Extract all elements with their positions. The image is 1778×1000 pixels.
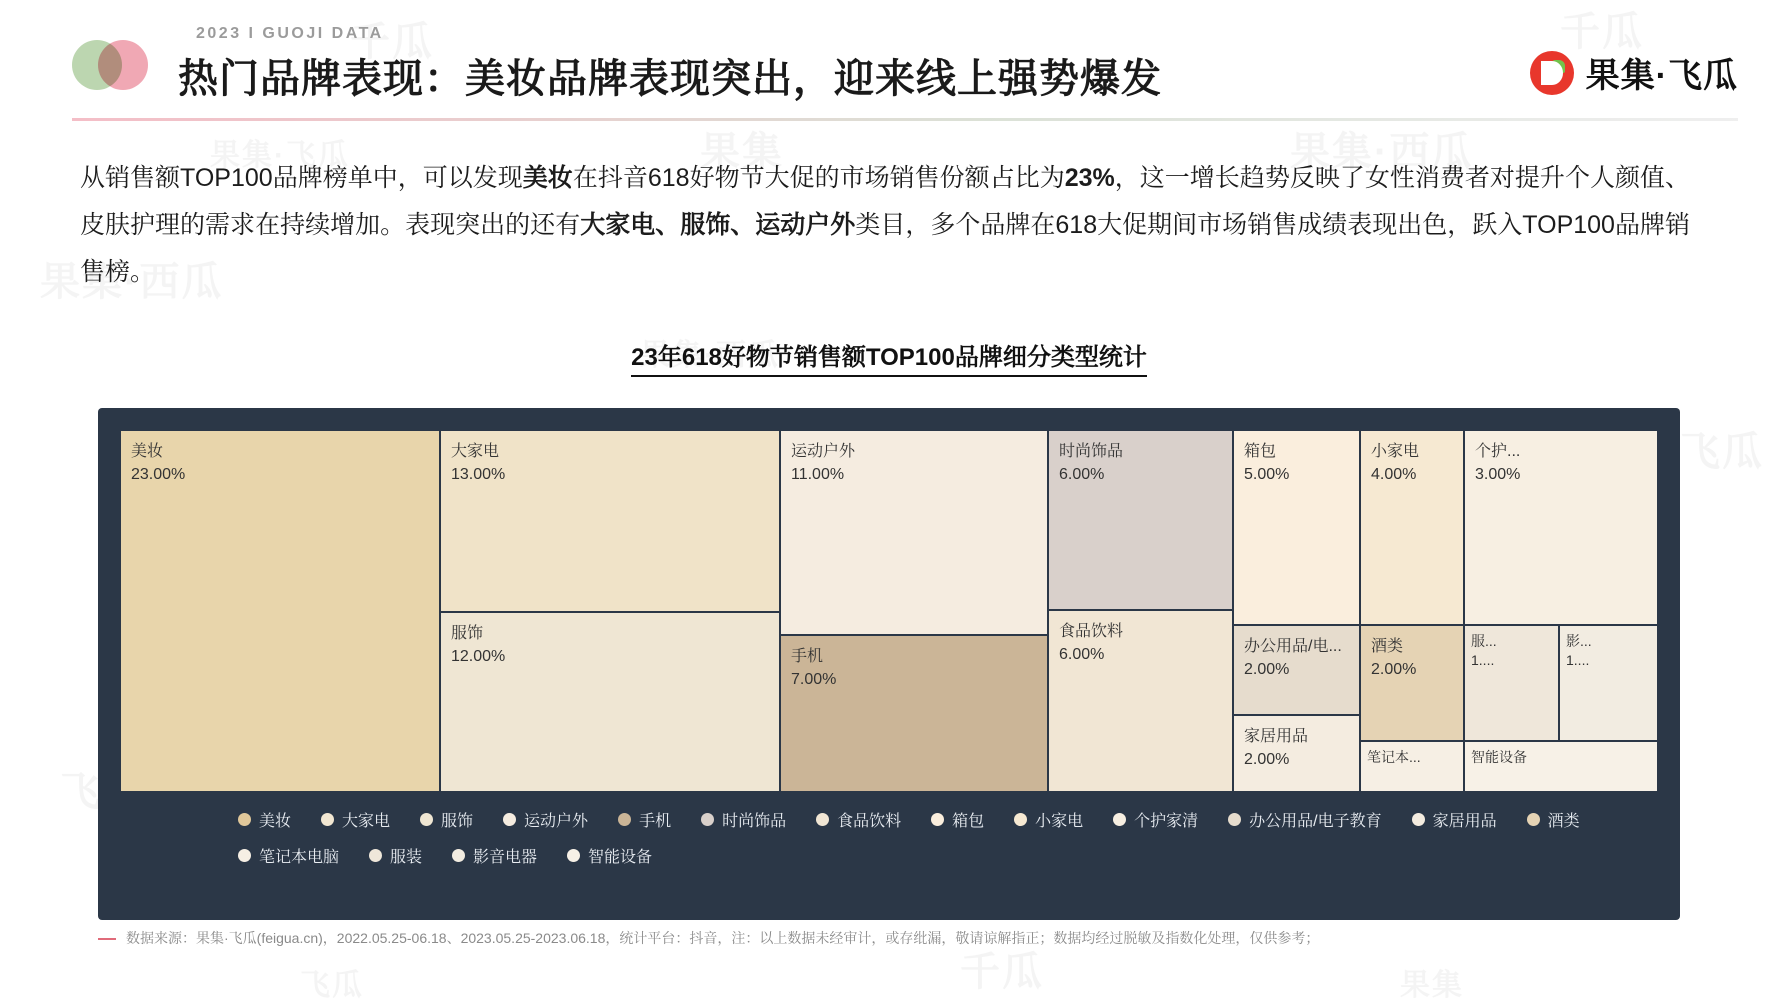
treemap-tile-yingyindianqi[interactable] (1559, 625, 1658, 741)
treemap-tile-fuzhuang[interactable] (1464, 625, 1559, 741)
tile-label: 食品饮料 (1059, 623, 1124, 640)
legend-label: 食品饮料 (837, 812, 902, 830)
legend-item[interactable] (1527, 806, 1580, 832)
tile-value: 4.00% (1371, 466, 1417, 483)
source-footnote (98, 928, 1319, 948)
tile-value: 6.00% (1059, 646, 1105, 663)
treemap-chart (120, 430, 1658, 792)
para-bold-2: 23% (1064, 164, 1115, 192)
page-title: 热门品牌表现：美妆品牌表现突出，迎来线上强势爆发 (178, 57, 1162, 101)
tile-label: 笔记本... (1367, 749, 1421, 765)
legend-label: 美妆 (259, 812, 292, 830)
decorative-circles-logo (72, 40, 150, 92)
treemap-tile-meizhuang[interactable] (120, 430, 440, 792)
legend-color-swatch (1014, 813, 1027, 826)
legend-label: 影音电器 (473, 848, 538, 866)
treemap-tile-bijibendiannao[interactable] (1360, 741, 1464, 792)
tile-value: 3.00% (1475, 466, 1521, 483)
para-text-1: 从销售额TOP100品牌榜单中，可以发现 (80, 164, 523, 192)
tile-label: 个护... (1475, 443, 1521, 460)
legend-label: 笔记本电脑 (259, 848, 340, 866)
legend-label: 大家电 (342, 812, 391, 830)
chart-legend (238, 806, 1638, 868)
legend-color-swatch (452, 849, 465, 862)
tile-label: 美妆 (131, 443, 164, 460)
legend-color-swatch (701, 813, 714, 826)
treemap-panel (98, 408, 1680, 920)
legend-item[interactable] (503, 806, 588, 832)
para-bold-3: 大家电、服饰、运动户外 (580, 211, 856, 239)
legend-color-swatch (369, 849, 382, 862)
para-text-4: 类目，多个品牌在618大促期间市场销售成绩表现出色，跃入TOP100品牌销售榜。 (80, 211, 1690, 286)
legend-label: 个护家清 (1134, 812, 1199, 830)
legend-color-swatch (238, 849, 251, 862)
legend-item[interactable] (1228, 806, 1381, 832)
legend-label: 箱包 (952, 812, 985, 830)
tile-label: 服... (1471, 633, 1497, 649)
tile-value: 6.00% (1059, 466, 1105, 483)
legend-label: 时尚饰品 (722, 812, 787, 830)
legend-color-swatch (816, 813, 829, 826)
chart-title-text: 23年618好物节销售额TOP100品牌细分类型统计 (631, 344, 1147, 377)
tile-value: 2.00% (1244, 751, 1290, 768)
tile-label: 家居用品 (1244, 728, 1309, 745)
legend-item[interactable] (816, 806, 901, 832)
treemap-tile-shipinyinliao[interactable] (1048, 610, 1233, 792)
legend-color-swatch (1228, 813, 1241, 826)
legend-label: 手机 (639, 812, 672, 830)
legend-color-swatch (503, 813, 516, 826)
treemap-tile-jiulei[interactable] (1360, 625, 1464, 741)
treemap-tile-shouji[interactable] (780, 635, 1048, 792)
legend-color-swatch (420, 813, 433, 826)
feigua-mark-icon (1530, 51, 1574, 95)
treemap-tile-yundonghuwai[interactable] (780, 430, 1048, 635)
legend-item[interactable] (321, 806, 390, 832)
tile-value: 1.... (1566, 652, 1590, 668)
tile-value: 7.00% (791, 671, 837, 688)
header-divider (72, 118, 1738, 121)
tile-value: 11.00% (791, 466, 845, 483)
summary-paragraph (80, 155, 1690, 296)
legend-item[interactable] (369, 842, 422, 868)
tile-value: 2.00% (1244, 661, 1290, 678)
treemap-tile-jiajuyongpin[interactable] (1233, 715, 1360, 792)
legend-item[interactable] (238, 806, 291, 832)
tile-value: 1.... (1471, 652, 1495, 668)
brand-name-label: 果集·飞瓜 (1585, 57, 1738, 95)
legend-color-swatch (618, 813, 631, 826)
legend-label: 智能设备 (588, 848, 653, 866)
legend-color-swatch (1527, 813, 1540, 826)
tile-label: 影... (1566, 633, 1592, 649)
legend-item[interactable] (931, 806, 984, 832)
legend-color-swatch (321, 813, 334, 826)
legend-item[interactable] (452, 842, 537, 868)
tile-label: 服饰 (451, 625, 484, 642)
tile-label: 智能设备 (1471, 749, 1527, 765)
footnote-dash-icon (98, 938, 116, 940)
tile-label: 小家电 (1371, 443, 1420, 460)
treemap-tile-gehujiaqing[interactable] (1464, 430, 1658, 625)
legend-item[interactable] (238, 842, 339, 868)
legend-color-swatch (1412, 813, 1425, 826)
legend-label: 运动户外 (524, 812, 589, 830)
tile-label: 办公用品/电... (1244, 638, 1342, 655)
footnote-text: 数据来源：果集·飞瓜(feigua.cn)，2022.05.25-06.18、2023.05.25-2023.06.18，统计平台：抖音，注：以上数据未经审计，或存纰漏，敬请谅解指正；数据均经过脱敏及指数化处理，仅供参考； (126, 930, 1320, 946)
treemap-tile-xiaojiadian[interactable] (1360, 430, 1464, 625)
legend-item[interactable] (1113, 806, 1198, 832)
treemap-tile-fushi[interactable] (440, 612, 780, 792)
tile-value: 13.00% (451, 466, 506, 483)
legend-color-swatch (931, 813, 944, 826)
legend-label: 小家电 (1035, 812, 1084, 830)
chart-title (0, 337, 1778, 372)
para-bold-1: 美妆 (522, 164, 573, 192)
legend-label: 服饰 (441, 812, 474, 830)
legend-item[interactable] (1412, 806, 1497, 832)
legend-label: 办公用品/电子教育 (1249, 812, 1382, 830)
legend-item[interactable] (567, 842, 652, 868)
legend-color-swatch (567, 849, 580, 862)
legend-color-swatch (1113, 813, 1126, 826)
treemap-tile-bangongyongpin[interactable] (1233, 625, 1360, 715)
treemap-tile-dajiadian[interactable] (440, 430, 780, 612)
legend-item[interactable] (1014, 806, 1083, 832)
tile-label: 酒类 (1371, 638, 1404, 655)
legend-item[interactable] (618, 806, 671, 832)
brand-logo (1530, 48, 1738, 97)
legend-item[interactable] (420, 806, 473, 832)
para-text-2: 在抖音618好物节大促的市场销售份额占比为 (572, 164, 1065, 192)
tile-label: 时尚饰品 (1059, 443, 1124, 460)
legend-color-swatch (238, 813, 251, 826)
legend-item[interactable] (701, 806, 786, 832)
tile-value: 23.00% (131, 466, 186, 483)
tile-value: 2.00% (1371, 661, 1417, 678)
tile-label: 运动户外 (791, 443, 856, 460)
tile-value: 5.00% (1244, 466, 1290, 483)
para-text-3: ，这一增长趋势反映了女性消费者对提升个人颜值、皮肤护理的需求在持续增加。表现突出的还有 (80, 164, 1690, 239)
tile-label: 手机 (791, 648, 824, 665)
treemap-tile-xiangbao[interactable] (1233, 430, 1360, 625)
legend-label: 酒类 (1547, 812, 1580, 830)
tile-label: 箱包 (1244, 443, 1277, 460)
legend-label: 服装 (390, 848, 423, 866)
treemap-tile-shishangshipin[interactable] (1048, 430, 1233, 610)
eyebrow-label: 2023 I GUOJI DATA (196, 25, 384, 42)
legend-label: 家居用品 (1432, 812, 1497, 830)
tile-value: 12.00% (451, 648, 506, 665)
treemap-tile-zhinengshebei[interactable] (1464, 741, 1658, 792)
tile-label: 大家电 (451, 443, 500, 460)
